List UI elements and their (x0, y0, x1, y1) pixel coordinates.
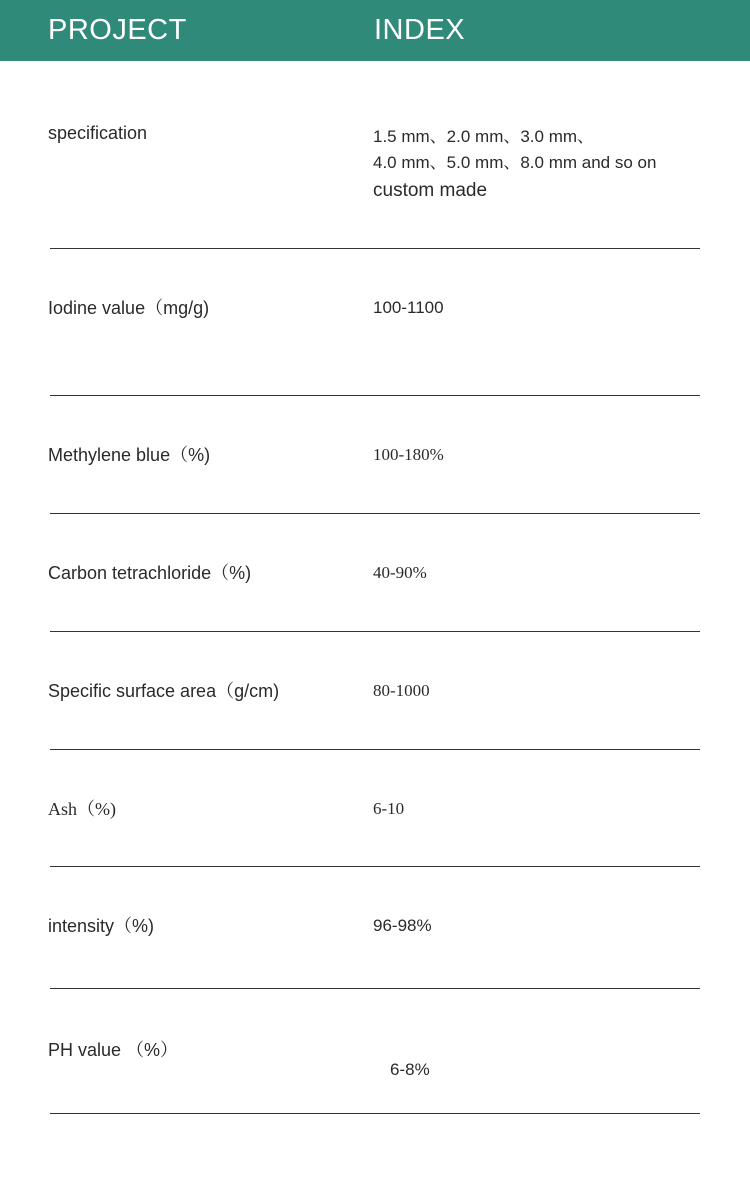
row-value-specification (373, 121, 656, 205)
spec-line-3: custom made (373, 180, 488, 201)
row-label-iodine-value: Iodine value（mg/g) (48, 298, 210, 318)
project-column-header: PROJECT (48, 14, 187, 46)
row-label-ash: Ash（%) (48, 799, 116, 819)
row-divider (50, 749, 700, 750)
row-value-ph-value: 6-8% (390, 1060, 430, 1079)
index-column-header: INDEX (374, 14, 466, 46)
row-value-intensity: 96-98% (373, 916, 432, 935)
spec-line-2: 4.0 mm、5.0 mm、8.0 mm and so on (373, 153, 657, 172)
row-label-specification: specification (48, 123, 148, 143)
row-label-specific-surface-area: Specific surface area（g/cm) (48, 681, 280, 701)
row-divider (50, 988, 700, 989)
row-divider (50, 395, 700, 396)
row-divider (50, 513, 700, 514)
row-value-ash: 6-10 (373, 799, 405, 818)
spec-line-1: 1.5 mm、2.0 mm、3.0 mm、 (373, 127, 595, 146)
row-value-iodine-value: 100-1100 (373, 298, 444, 317)
row-label-carbon-tetrachloride: Carbon tetrachloride（%) (48, 563, 252, 583)
row-label-ph-value: PH value （%） (48, 1040, 179, 1060)
row-value-carbon-tetrachloride: 40-90% (373, 563, 427, 582)
row-value-specific-surface-area: 80-1000 (373, 681, 430, 700)
row-value-methylene-blue: 100-180% (373, 445, 444, 464)
row-divider (50, 631, 700, 632)
row-label-methylene-blue: Methylene blue（%) (48, 445, 211, 465)
row-label-intensity: intensity（%) (48, 916, 155, 936)
table-header (0, 0, 750, 61)
row-divider (50, 248, 700, 249)
row-divider (50, 1113, 700, 1114)
row-divider (50, 866, 700, 867)
